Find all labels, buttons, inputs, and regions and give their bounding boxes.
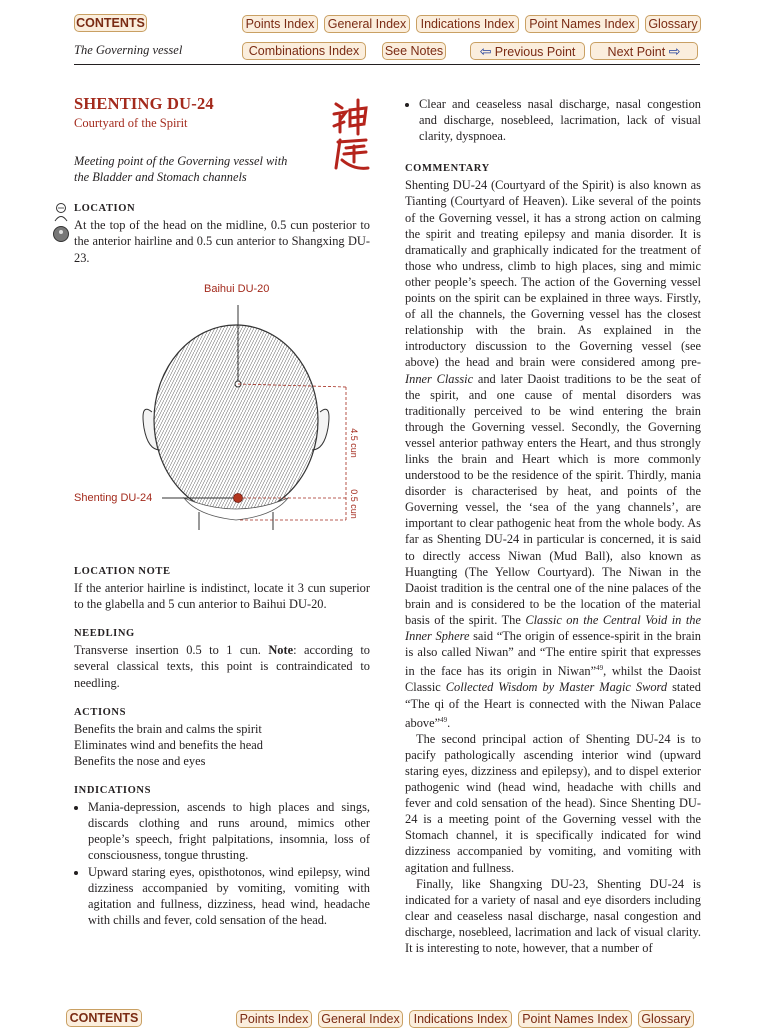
action-item: Eliminates wind and benefits the head — [74, 737, 263, 752]
head-top-icon — [52, 224, 70, 249]
left-column — [74, 95, 370, 266]
next-point-button[interactable] — [590, 42, 698, 60]
shenting-label: Shenting DU-24 — [74, 492, 153, 504]
indications-heading: INDICATIONS — [74, 785, 152, 797]
point-title: SHENTING DU-24 — [74, 94, 214, 113]
arrow-right-icon: ⇨ — [668, 43, 681, 59]
commentary-paragraph-2: The second principal action of Shenting DU-24 is to pacify pathologically ascending interior wind (upward staring eyes, dizziness and epilepsy), and to dispel exterior pathogenic wind (head wind, headache with chills and fever and cold sensation of the head). Since Shenting DU-24 is a meeting point of the Governing vessel with the Stomach channel, it is specifically indicated for wind dizziness accompanied by vomiting, and vomiting with agitation and fullness. — [405, 731, 701, 875]
combinations-index-button[interactable]: Combinations Index — [242, 42, 366, 60]
meeting-note: Meeting point of the Governing vessel with the Bladder and Stomach channels — [74, 154, 288, 185]
previous-point-label: Previous Point — [494, 45, 576, 59]
header-rule — [74, 64, 700, 65]
needling-text: Transverse insertion 0.5 to 1 cun. Note: according to several classical texts, this point is contraindicated to needling. — [74, 643, 370, 690]
footer-glossary-button[interactable]: Glossary — [638, 1010, 694, 1028]
footer-contents-button[interactable]: CONTENTS — [66, 1009, 142, 1027]
commentary-paragraph-1: Shenting DU-24 (Courtyard of the Spirit) is also known as Tianting (Courtyard of Heaven). Like several of the points of the Governing vessel, it has a strong action on calming the spirit and treating epilepsy and mania disorder. It is dramatically and graphically indicated for the treatment of those who undress, climb to high places, sing and mimic other people’s speech. The action of the Governing vessel points on the spirit can be explained in three ways. Firstly, of all the channels, the Governing vessel has the closest relationship with the brain. As explained in the introductory discussion to the Governing vessel (see above) the head and brain were considered among pre-Inner Classic and later Daoist traditions to be the seat of the spirit, and one cause of mental disorders was traditionally perceived to be wind entering the brain through the Governing vessel. Secondly, the Governing vessel anterior pathway enters the Heart, and thus strongly links the brain and Heart which is more commonly understood to be the residence of the spirit. Thirdly, mania disorder is characterised by heat, and points of the Governing vessel, the ‘sea of the yang channels’, are important to clear pathogenic heat from the whole body. As far as Shenting DU-24 in particular is concerned, it is said to directly access Niwan (Mud Ball), also known as Huangting (The Yellow Courtyard). The Niwan in the Daoist tradition is the central one of the nine palaces of the brain and is considered to be the location of the material basis of the spirit. The Classic on the Central Void in the Inner Sphere said “The origin of essence-spirit in the brain is also called Niwan” and “The entire spirit that expresses in the face has its origin in Niwan”$^{49}$, whilst the Daoist Classic Collected Wisdom by Master Magic Sword stated “The qi of the Heart is connected with the Niwan Palace above”$^{49}$. — [405, 178, 702, 730]
indication-item: • Clear and ceaseless nasal discharge, nasal congestion and discharge, nosebleed, lacrimation, lack of visual clarity, dyspnoea. — [419, 96, 701, 144]
action-item: Benefits the brain and calms the spirit — [74, 721, 262, 736]
footer-point-names-index-button[interactable]: Point Names Index — [518, 1010, 632, 1028]
location-heading: LOCATION — [74, 203, 136, 215]
footer-general-index-button[interactable]: General Index — [318, 1010, 403, 1028]
footer-indications-index-button[interactable]: Indications Index — [409, 1010, 512, 1028]
actions-heading: ACTIONS — [74, 706, 127, 718]
distance-label-long: 4.5 cun — [348, 428, 359, 458]
right-column — [405, 96, 701, 956]
see-notes-button[interactable]: See Notes — [382, 42, 446, 60]
location-note-heading: LOCATION NOTE — [74, 566, 171, 577]
glossary-button[interactable]: Glossary — [645, 15, 701, 33]
arrow-left-icon: ⇦ — [479, 43, 492, 59]
previous-point-button[interactable] — [470, 42, 585, 60]
indications-list-continued — [405, 96, 701, 144]
commentary-paragraph-3: Finally, like Shangxing DU-23, Shenting DU-24 is indicated for a variety of nasal and eye disorders including clear and ceaseless nasal discharge, nasal congestion and discharge, nosebleed, lacrimation and lack of visual clarity. It is interesting to note, however, that a number of — [405, 876, 701, 956]
action-item: Benefits the nose and eyes — [74, 753, 206, 768]
distance-label-short: 0.5 cun — [348, 489, 359, 519]
indications-list — [74, 799, 370, 928]
location-text: At the top of the head on the midline, 0.5 cun posterior to the anterior hairline and 0.5 cun anterior to Shangxing DU-23. — [74, 218, 370, 265]
head-diagram — [74, 280, 374, 530]
location-note-text: If the anterior hairline is indistinct, locate it 3 cun superior to the glabella and 5 cun anterior to Baihui DU-20. — [74, 581, 370, 612]
next-point-label: Next Point — [607, 45, 666, 59]
baihui-label: Baihui DU-20 — [204, 283, 270, 295]
indications-index-button[interactable]: Indications Index — [416, 15, 519, 33]
point-subtitle: Courtyard of the Spirit — [74, 116, 188, 130]
point-names-index-button[interactable]: Point Names Index — [525, 15, 639, 33]
needling-note-label: Note — [268, 643, 294, 658]
footer-points-index-button[interactable]: Points Index — [236, 1010, 312, 1028]
commentary-heading: COMMENTARY — [405, 163, 490, 175]
running-title: The Governing vessel — [74, 43, 183, 57]
indication-item: • Upward staring eyes, opisthotonos, wind epilepsy, wind dizziness accompanied by vomiting, vomiting with agitation and fullness, dizziness, head wind, headache with chills and fever, cold sensation of the head. — [88, 864, 370, 928]
points-index-button[interactable]: Points Index — [242, 15, 318, 33]
needling-heading: NEEDLING — [74, 628, 135, 640]
general-index-button[interactable]: General Index — [324, 15, 410, 33]
left-column-lower — [74, 564, 370, 928]
contents-button[interactable]: CONTENTS — [74, 14, 147, 32]
indication-item: • Mania-depression, ascends to high places and sings, discards clothing and runs around, mimics other people’s speech, fright palpitations, insomnia, loss of consciousness, tongue thrusting. — [88, 799, 370, 863]
